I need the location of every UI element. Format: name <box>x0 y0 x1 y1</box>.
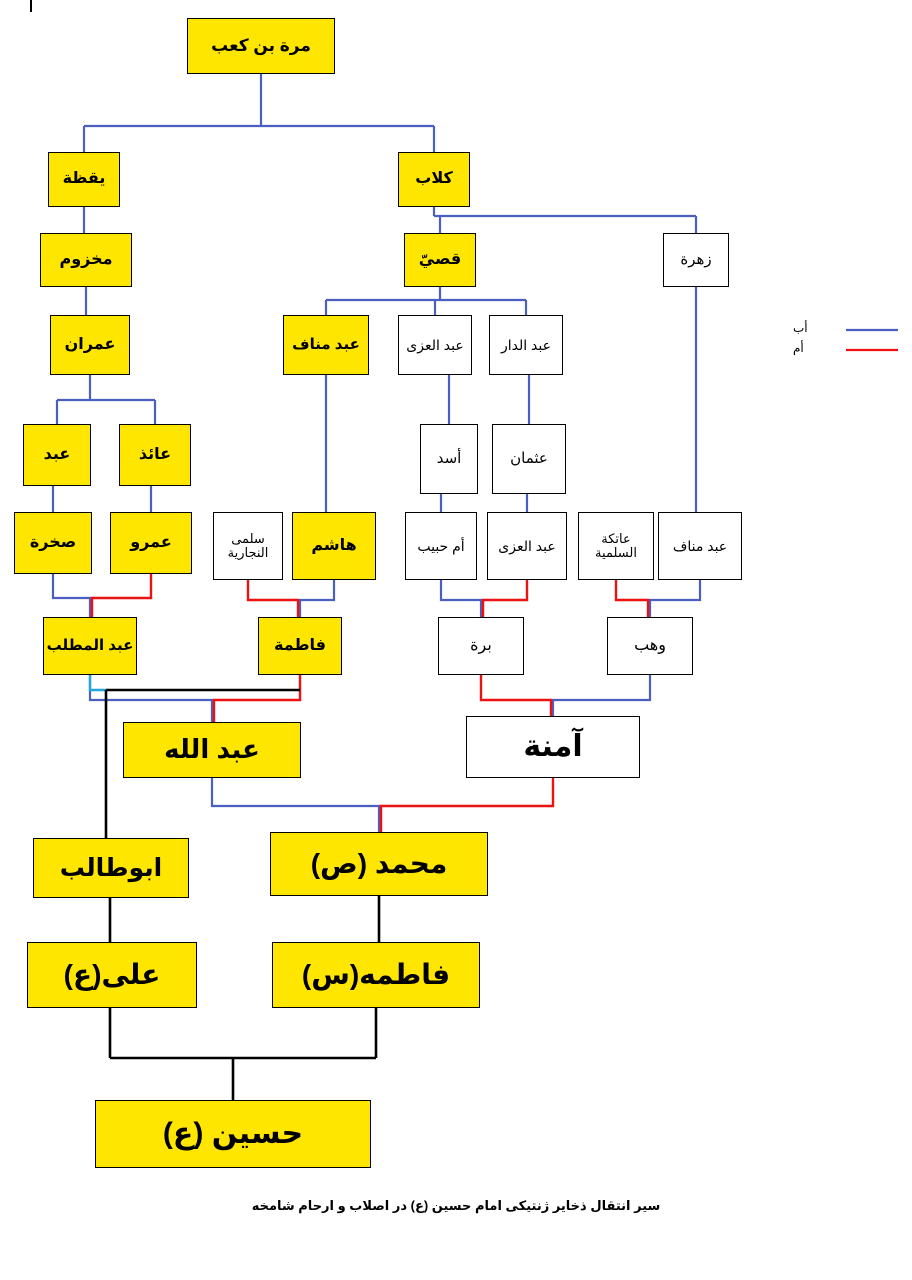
node-label: أسد <box>436 450 462 468</box>
node-label: آمنة <box>523 730 583 764</box>
node-label: فاطمة <box>274 636 326 654</box>
node-abdmanaf1[interactable] <box>283 315 369 375</box>
node-abdaluzza1[interactable] <box>398 315 472 375</box>
node-barra[interactable] <box>438 617 524 675</box>
node-makhzum[interactable] <box>40 233 132 287</box>
node-muhammad[interactable] <box>270 832 488 896</box>
node-label: فاطمه(س) <box>301 959 451 991</box>
node-label: عبد مناف <box>672 537 728 554</box>
node-sakhra[interactable] <box>14 512 92 574</box>
node-abd[interactable] <box>23 424 91 486</box>
node-label: عبد الله <box>164 734 260 765</box>
node-abdaluzza2[interactable] <box>487 512 567 580</box>
node-label: صخرة <box>29 533 77 551</box>
node-label: عثمان <box>510 450 548 468</box>
node-uthman[interactable] <box>492 424 566 494</box>
node-wahb[interactable] <box>607 617 693 675</box>
node-label: هاشم <box>311 536 357 554</box>
node-label: عبد العزى <box>406 336 464 353</box>
node-label: محمد (ص) <box>310 848 448 880</box>
node-label: سلمى النجارية <box>227 531 269 560</box>
node-label: عبد مناف <box>292 336 360 354</box>
node-label: برة <box>470 636 492 654</box>
node-qusayy[interactable] <box>404 233 476 287</box>
node-label: عبد المطلب <box>46 637 134 655</box>
node-fatima_s[interactable] <box>272 942 480 1008</box>
node-atika[interactable] <box>578 512 654 580</box>
node-abdmanaf2[interactable] <box>658 512 742 580</box>
node-abdaldar[interactable] <box>489 315 563 375</box>
node-label: عبد <box>43 445 71 463</box>
node-label: على(ع) <box>63 959 161 991</box>
node-aidh[interactable] <box>119 424 191 486</box>
node-label: عمرو <box>130 533 172 551</box>
node-abdulmuttalib[interactable] <box>43 617 137 675</box>
node-asad[interactable] <box>420 424 478 494</box>
node-abdullah[interactable] <box>123 722 301 778</box>
node-label: ابوطالب <box>59 853 163 882</box>
top-tick-mark <box>30 0 32 12</box>
node-kilab[interactable] <box>398 152 470 207</box>
node-murra[interactable] <box>187 18 335 74</box>
node-label: عاتكة السلمية <box>595 531 637 560</box>
diagram-caption: سير انتقال ذخاير ژنتيكى امام حسين (ع) در اصلاب و ارحام شامخه <box>251 1198 661 1213</box>
node-ali[interactable] <box>27 942 197 1008</box>
node-label: يقظة <box>62 170 106 188</box>
node-imran[interactable] <box>50 315 130 375</box>
node-yaqatha[interactable] <box>48 152 120 207</box>
node-label: عبد العزى <box>498 537 556 554</box>
node-zuhra[interactable] <box>663 233 729 287</box>
node-label: عمران <box>64 335 116 353</box>
node-label: عائذ <box>138 445 172 463</box>
node-husayn[interactable] <box>95 1100 371 1168</box>
node-label: أم حبيب <box>417 537 465 554</box>
node-label: حسين (ع) <box>162 1117 304 1151</box>
node-label: عبد الدار <box>501 336 551 353</box>
node-umhabib[interactable] <box>405 512 477 580</box>
node-abutalib[interactable] <box>33 838 189 898</box>
node-label: مرة بن كعب <box>211 36 311 56</box>
node-salma[interactable] <box>213 512 283 580</box>
node-label: كلاب <box>415 170 453 188</box>
legend-mother-label: أم <box>793 341 804 355</box>
node-hashim[interactable] <box>292 512 376 580</box>
node-label: وهب <box>634 636 666 654</box>
legend-father-label: أب <box>793 321 808 335</box>
node-fatima_bint[interactable] <box>258 617 342 675</box>
node-label: مخزوم <box>59 250 113 268</box>
node-label: زهرة <box>680 251 712 269</box>
node-label: قصيّ <box>418 250 462 268</box>
node-amina[interactable] <box>466 716 640 778</box>
node-amr[interactable] <box>110 512 192 574</box>
